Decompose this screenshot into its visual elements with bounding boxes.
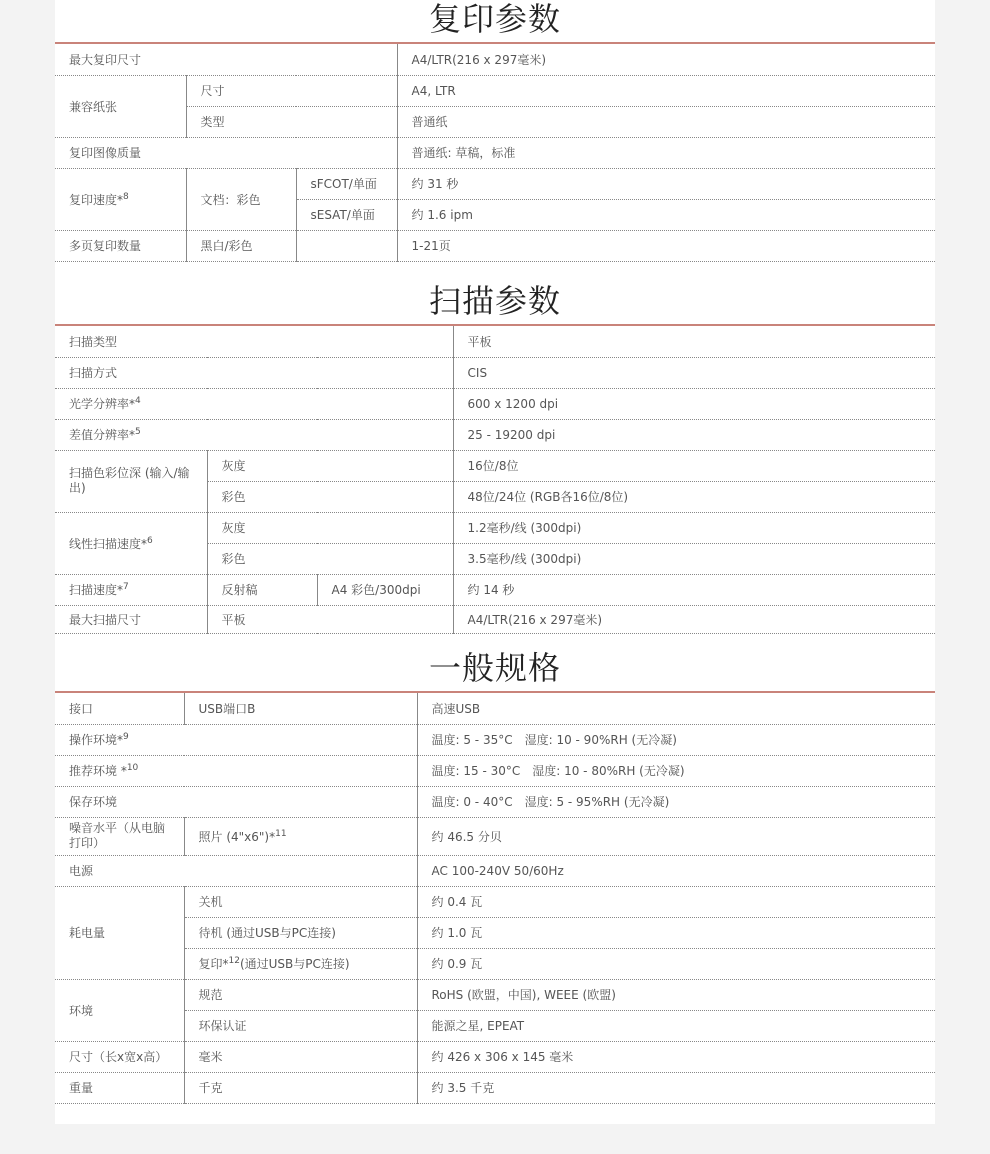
spec-sublabel: 彩色 (207, 481, 453, 512)
table-row (55, 886, 935, 917)
spec-label: 复印图像质量 (55, 137, 397, 168)
spec-sublabel: 灰度 (207, 450, 453, 481)
table-row (55, 44, 935, 75)
footnote-ref: 10 (126, 763, 139, 773)
table-row (55, 450, 935, 481)
spec-label: 扫描色彩位深 (输入/输出) (55, 450, 207, 512)
spec-value: 约 31 秒 (397, 168, 935, 199)
table-row (55, 326, 935, 357)
table-row (55, 137, 935, 168)
spec-sublabel: 文档：彩色 (186, 168, 296, 230)
footnote-ref: 9 (123, 732, 129, 742)
label-text: 差值分辨率* (69, 428, 136, 442)
label-text: (通过USB与PC连接) (239, 957, 350, 971)
spec-sublabel: 环保认证 (184, 1010, 417, 1041)
copy-section (55, 0, 935, 262)
spec-label (55, 755, 417, 786)
footnote-ref: 6 (147, 535, 153, 546)
spec-label: 重量 (55, 1072, 184, 1103)
spec-value: 约 0.9 瓦 (417, 948, 935, 979)
label-text: 操作环境* (69, 733, 124, 747)
spec-value: 温度: 5 - 35°C 湿度: 10 - 90%RH (无冷凝) (417, 724, 935, 755)
spec-sublabel: 关机 (184, 886, 417, 917)
spec-sublabel (184, 817, 417, 855)
spec-value: 600 x 1200 dpi (453, 388, 935, 419)
footnote-ref: 8 (123, 191, 129, 202)
footnote-ref: 11 (275, 828, 287, 839)
general-section-title: 一般规格 (55, 649, 935, 693)
footnote-ref: 5 (135, 427, 141, 437)
general-section (55, 649, 935, 1104)
spec-label: 兼容纸张 (55, 75, 186, 137)
spec-label: 扫描方式 (55, 357, 453, 388)
label-text: 扫描速度* (69, 583, 124, 597)
spec-condition: sESAT/单面 (296, 199, 397, 230)
spec-value: 高速USB (417, 693, 935, 724)
footnote-ref: 4 (135, 396, 141, 406)
spec-value: 1.2毫秒/线 (300dpi) (453, 512, 935, 543)
spec-value: 约 1.6 ipm (397, 199, 935, 230)
spec-value: 25 - 19200 dpi (453, 419, 935, 450)
table-row (55, 693, 935, 724)
footnote-ref: 7 (123, 582, 129, 592)
footnote-ref: 12 (228, 956, 240, 966)
spec-value: 约 14 秒 (453, 574, 935, 605)
copy-spec-table (55, 44, 935, 262)
label-text: 复印速度* (69, 192, 124, 207)
spec-value: A4/LTR(216 x 297毫米) (397, 44, 935, 75)
spec-sublabel: 类型 (186, 106, 397, 137)
table-row (55, 1072, 935, 1103)
spec-value: 1-21页 (397, 230, 935, 261)
spec-sublabel: 千克 (184, 1072, 417, 1103)
spec-value: 平板 (453, 326, 935, 357)
spec-label: 环境 (55, 979, 184, 1041)
spec-value: 温度: 0 - 40°C 湿度: 5 - 95%RH (无冷凝) (417, 786, 935, 817)
spec-value: 48位/24位 (RGB各16位/8位) (453, 481, 935, 512)
spec-label (55, 574, 207, 605)
table-row (55, 1041, 935, 1072)
spec-sublabel (184, 948, 417, 979)
spec-label (55, 168, 186, 230)
spec-value: 温度: 15 - 30°C 湿度: 10 - 80%RH (无冷凝) (417, 755, 935, 786)
spec-value: 约 0.4 瓦 (417, 886, 935, 917)
spec-label: 保存环境 (55, 786, 417, 817)
label-text: 推荐环境 * (69, 764, 127, 778)
spec-label: 噪音水平（从电脑打印） (55, 817, 184, 855)
spec-label: 最大扫描尺寸 (55, 605, 207, 633)
spec-value: CIS (453, 357, 935, 388)
scan-spec-table (55, 326, 935, 634)
table-row (55, 786, 935, 817)
spec-label: 最大复印尺寸 (55, 44, 397, 75)
spec-value: AC 100-240V 50/60Hz (417, 855, 935, 886)
spec-sublabel: 规范 (184, 979, 417, 1010)
spec-condition: A4 彩色/300dpi (317, 574, 453, 605)
copy-section-title: 复印参数 (55, 0, 935, 44)
spec-sublabel: 待机 (通过USB与PC连接) (184, 917, 417, 948)
table-row (55, 855, 935, 886)
table-row (55, 168, 935, 199)
general-spec-table (55, 693, 935, 1104)
spec-sublabel: 尺寸 (186, 75, 397, 106)
table-row (55, 979, 935, 1010)
table-row (55, 755, 935, 786)
spec-label (55, 724, 417, 755)
spec-value: A4/LTR(216 x 297毫米) (453, 605, 935, 633)
spec-label: 扫描类型 (55, 326, 453, 357)
table-row (55, 388, 935, 419)
label-text: 线性扫描速度* (69, 536, 148, 551)
spec-value: 约 1.0 瓦 (417, 917, 935, 948)
spec-sublabel: 灰度 (207, 512, 453, 543)
label-text: 复印* (198, 957, 229, 971)
table-row (55, 106, 935, 137)
table-row (55, 75, 935, 106)
table-row (55, 817, 935, 855)
table-row (55, 948, 935, 979)
spec-sublabel: USB端口B (184, 693, 417, 724)
scan-section-title: 扫描参数 (55, 282, 935, 326)
table-row (55, 1010, 935, 1041)
spec-condition (296, 230, 397, 261)
spec-value: 约 3.5 千克 (417, 1072, 935, 1103)
spec-label: 耗电量 (55, 886, 184, 979)
label-text: 光学分辨率* (69, 397, 136, 411)
spec-value: 约 426 x 306 x 145 毫米 (417, 1041, 935, 1072)
scan-section (55, 282, 935, 634)
spec-value: 3.5毫秒/线 (300dpi) (453, 543, 935, 574)
spec-sublabel: 毫米 (184, 1041, 417, 1072)
table-row (55, 512, 935, 543)
spec-value: 约 46.5 分贝 (417, 817, 935, 855)
spec-condition: sFCOT/单面 (296, 168, 397, 199)
spec-label (55, 388, 453, 419)
spec-sublabel: 反射稿 (207, 574, 317, 605)
table-row (55, 917, 935, 948)
spec-label (55, 512, 207, 574)
spec-sublabel: 平板 (207, 605, 453, 633)
spec-value: 16位/8位 (453, 450, 935, 481)
spec-sheet (55, 0, 935, 1124)
spec-value: 能源之星, EPEAT (417, 1010, 935, 1041)
spec-value: RoHS (欧盟，中国), WEEE (欧盟) (417, 979, 935, 1010)
table-row (55, 574, 935, 605)
spec-label: 多页复印数量 (55, 230, 186, 261)
table-row (55, 419, 935, 450)
spec-label (55, 419, 453, 450)
table-row (55, 605, 935, 633)
spec-sublabel: 彩色 (207, 543, 453, 574)
spec-value: A4, LTR (397, 75, 935, 106)
table-row (55, 724, 935, 755)
spec-label: 电源 (55, 855, 417, 886)
spec-label: 尺寸（长x宽x高） (55, 1041, 184, 1072)
table-row (55, 357, 935, 388)
spec-label: 接口 (55, 693, 184, 724)
label-text: 照片 (4"x6")* (198, 829, 276, 844)
spec-value: 普通纸 (397, 106, 935, 137)
spec-sublabel: 黑白/彩色 (186, 230, 296, 261)
table-row (55, 230, 935, 261)
spec-value: 普通纸: 草稿，标准 (397, 137, 935, 168)
